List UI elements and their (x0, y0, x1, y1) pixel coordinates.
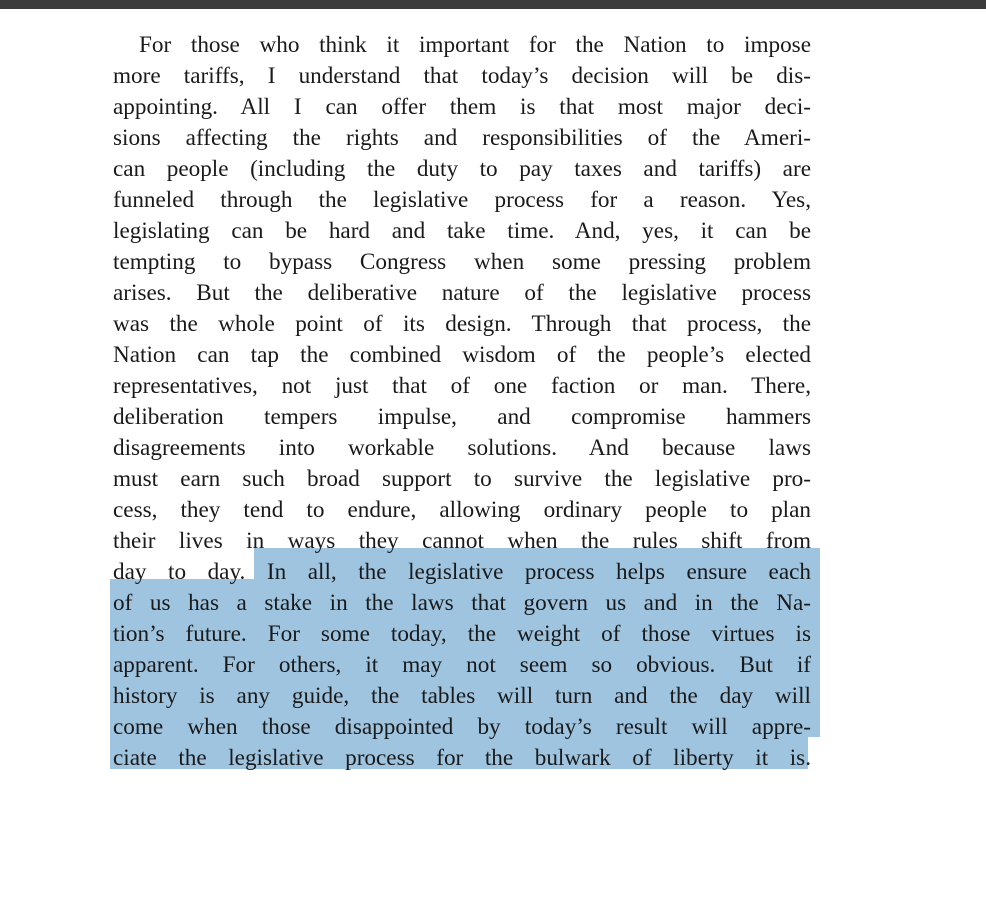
paragraph-line-selected[interactable]: day to day. In all, the legislative process helps ensure each (113, 559, 811, 585)
paragraph-line[interactable]: must earn such broad support to survive the legislative pro- (113, 466, 811, 492)
paragraph-line[interactable]: appointing. All I can offer them is that most major deci- (113, 94, 811, 120)
paragraph-line-selected[interactable]: apparent. For others, it may not seem so obvious. But if (113, 652, 811, 678)
paragraph-line[interactable]: can people (including the duty to pay taxes and tariffs) are (113, 156, 811, 182)
paragraph-line[interactable]: Nation can tap the combined wisdom of the people’s elected (113, 342, 811, 368)
paragraph-line[interactable]: tempting to bypass Congress when some pressing problem (113, 249, 811, 275)
paragraph-line[interactable]: their lives in ways they cannot when the rules shift from (113, 528, 811, 554)
paragraph-line-selected[interactable]: of us has a stake in the laws that govern us and in the Na- (113, 590, 811, 616)
paragraph-line[interactable]: arises. But the deliberative nature of the legislative process (113, 280, 811, 306)
paragraph-line-selected[interactable]: ciate the legislative process for the bulwark of liberty it is. (113, 745, 811, 771)
paragraph-line-selected[interactable]: history is any guide, the tables will turn and the day will (113, 683, 811, 709)
paragraph-line[interactable]: was the whole point of its design. Through that process, the (113, 311, 811, 337)
paragraph-line[interactable]: disagreements into workable solutions. And because laws (113, 435, 811, 461)
paragraph-line[interactable]: cess, they tend to endure, allowing ordinary people to plan (113, 497, 811, 523)
paragraph-line[interactable]: more tariffs, I understand that today’s decision will be dis- (113, 63, 811, 89)
paragraph-line[interactable]: funneled through the legislative process for a reason. Yes, (113, 187, 811, 213)
paragraph-line[interactable]: representatives, not just that of one faction or man. There, (113, 373, 811, 399)
paragraph-line[interactable]: For those who think it important for the Nation to impose (139, 32, 811, 58)
paragraph-line[interactable]: sions affecting the rights and responsibilities of the Ameri- (113, 125, 811, 151)
paragraph-line[interactable]: deliberation tempers impulse, and compromise hammers (113, 404, 811, 430)
paragraph-line-selected[interactable]: tion’s future. For some today, the weight of those virtues is (113, 621, 811, 647)
paragraph-line[interactable]: legislating can be hard and take time. And, yes, it can be (113, 218, 811, 244)
paragraph-line-selected[interactable]: come when those disappointed by today’s result will appre- (113, 714, 811, 740)
window-top-bar (0, 0, 986, 9)
